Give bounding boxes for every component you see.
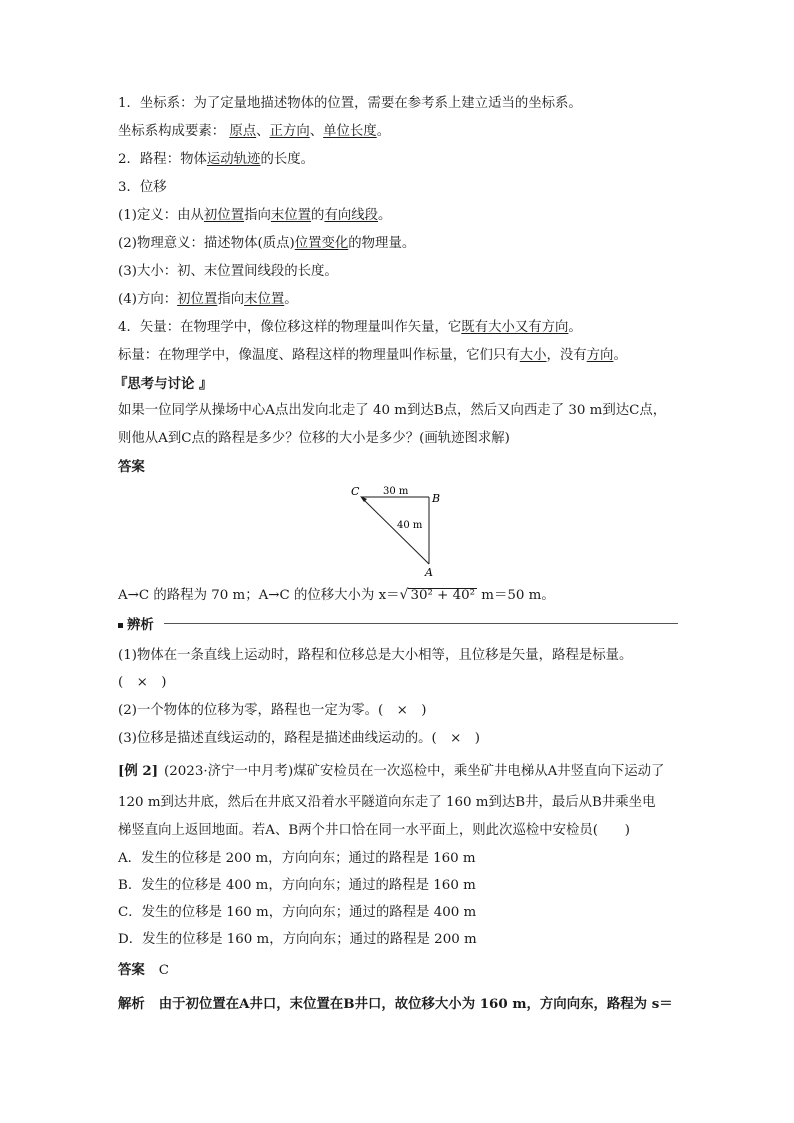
analysis-statement-2: (2)一个物体的位移为零，路程也一定为零。( × ) xyxy=(118,703,427,718)
option-c: C．发生的位移是 160 m，方向向东；通过的路程是 400 m xyxy=(118,905,477,920)
text: ，没有 xyxy=(546,348,587,363)
analysis-label xyxy=(118,614,154,633)
text: 。 xyxy=(376,124,391,139)
text: 、 xyxy=(309,124,324,139)
text: (1)定义：由从 xyxy=(118,208,204,223)
analysis-statement-1-mark: ( × ) xyxy=(118,675,167,690)
example-question-line-3: 梯竖直向上返回地面。若A、B两个井口恰在同一水平面上，则此次巡检中安检员( ) xyxy=(118,823,631,838)
scalar-definition xyxy=(118,347,627,365)
text: 标量：在物理学中，像温度、路程这样的物理量叫作标量，它们只有 xyxy=(118,348,520,363)
label-b: B xyxy=(432,492,441,505)
displacement-direction xyxy=(118,291,298,309)
option-b: B．发生的位移是 400 m，方向向东；通过的路程是 160 m xyxy=(118,878,476,893)
text: 。 xyxy=(568,320,582,335)
analysis-divider xyxy=(118,614,678,632)
label-40m: 40 m xyxy=(397,520,423,531)
text: 指向 xyxy=(244,208,271,223)
underlined-term: 位置变化 xyxy=(294,236,349,251)
coord-system-elements xyxy=(118,123,390,141)
displacement-meaning xyxy=(118,235,415,253)
discussion-question-line-1: 如果一位同学从操场中心A点出发向北走了 40 m到达B点，然后又向西走了 30 m到达C点， xyxy=(118,403,667,418)
coord-system-definition: 1．坐标系：为了定量地描述物体的位置，需要在参考系上建立适当的坐标系。 xyxy=(118,96,582,111)
example-source: (2023·济宁一中月考) xyxy=(164,764,294,779)
explain-label: 解析 xyxy=(118,996,145,1012)
vector-definition xyxy=(118,319,582,337)
text: 的 xyxy=(311,208,325,223)
text: m＝50 m。 xyxy=(477,588,555,603)
underlined-term: 末位置 xyxy=(244,292,285,307)
discussion-answer-result xyxy=(118,586,555,605)
text: A→C 的路程为 70 m；A→C 的位移大小为 x＝ xyxy=(118,588,400,603)
example-question-line-2: 120 m到达井底，然后在井底又沿着水平隧道向东走了 160 m到达B井，最后从B井乘坐电 xyxy=(118,795,656,810)
text: 的物理量。 xyxy=(348,236,416,251)
underlined-term: 有向线段 xyxy=(324,208,378,223)
text: 坐标系构成要素： xyxy=(118,124,230,139)
trajectory-diagram xyxy=(351,482,461,578)
trajectory-svg xyxy=(351,482,461,578)
text: 煤矿安检员在一次巡检中，乘坐矿井电梯从A井竖直向下运动了 xyxy=(293,764,665,779)
option-d: D．发生的位移是 160 m，方向向东；通过的路程是 200 m xyxy=(118,932,477,947)
underlined-term: 末位置 xyxy=(270,208,312,223)
underlined-term: 原点 xyxy=(229,124,257,139)
label-c: C xyxy=(351,485,360,498)
text: 。 xyxy=(613,348,627,363)
example-answer xyxy=(118,961,169,980)
text: 指向 xyxy=(217,292,245,307)
example-question-line-1 xyxy=(118,762,664,781)
sqrt-sign-icon: √ xyxy=(399,587,409,603)
underlined-term: 正方向 xyxy=(269,124,310,139)
square-bullet-icon xyxy=(118,623,123,628)
discussion-question-line-2: 则他从A到C点的路程是多少？位移的大小是多少？(画轨迹图求解) xyxy=(118,431,510,446)
discussion-heading: 『思考与讨论 』 xyxy=(114,376,213,392)
answer-value: C xyxy=(158,963,170,978)
underlined-term: 运动轨迹 xyxy=(206,152,261,167)
text: 辨析 xyxy=(127,617,154,633)
label-30m: 30 m xyxy=(383,486,409,497)
explain-text: 由于初位置在A井口，末位置在B井口，故位移大小为 160 m，方向向东，路程为 s＝ xyxy=(158,996,673,1012)
displacement-heading: 3．位移 xyxy=(118,180,167,195)
text: 、 xyxy=(256,124,270,139)
label-a: A xyxy=(425,566,433,578)
divider-line xyxy=(164,623,678,624)
text: 4．矢量：在物理学中，像位移这样的物理量叫作矢量，它 xyxy=(118,320,462,335)
example-tag: [例 2] xyxy=(118,763,159,779)
text: 。 xyxy=(284,292,298,307)
text: 。 xyxy=(378,208,392,223)
text: (4)方向： xyxy=(118,292,178,307)
segment-ac xyxy=(363,499,429,564)
discussion-answer-label: 答案 xyxy=(118,459,145,475)
displacement-magnitude: (3)大小：初、末位置间线段的长度。 xyxy=(118,264,338,279)
underlined-term: 方向 xyxy=(586,348,614,363)
text: 2．路程：物体 xyxy=(118,152,207,167)
analysis-statement-3: (3)位移是描述直线运动的，路程是描述曲线运动的。( × ) xyxy=(118,731,481,746)
underlined-term: 单位长度 xyxy=(323,124,377,139)
example-explanation xyxy=(118,995,673,1014)
text: (2)物理意义：描述物体(质点) xyxy=(118,236,295,251)
underlined-term: 大小 xyxy=(519,348,547,363)
underlined-term: 初位置 xyxy=(203,208,245,223)
path-definition xyxy=(118,151,314,169)
text: 的长度。 xyxy=(260,152,314,167)
sqrt-radicand: 30² + 40² xyxy=(410,588,476,603)
analysis-statement-1: (1)物体在一条直线上运动时，路程和位移总是大小相等，且位移是矢量，路程是标量。 xyxy=(118,648,633,663)
displacement-definition xyxy=(118,207,391,225)
underlined-term: 初位置 xyxy=(177,292,218,307)
answer-label: 答案 xyxy=(118,962,145,978)
underlined-term: 既有大小又有方向 xyxy=(461,320,569,335)
option-a: A．发生的位移是 200 m，方向向东；通过的路程是 160 m xyxy=(118,851,476,866)
